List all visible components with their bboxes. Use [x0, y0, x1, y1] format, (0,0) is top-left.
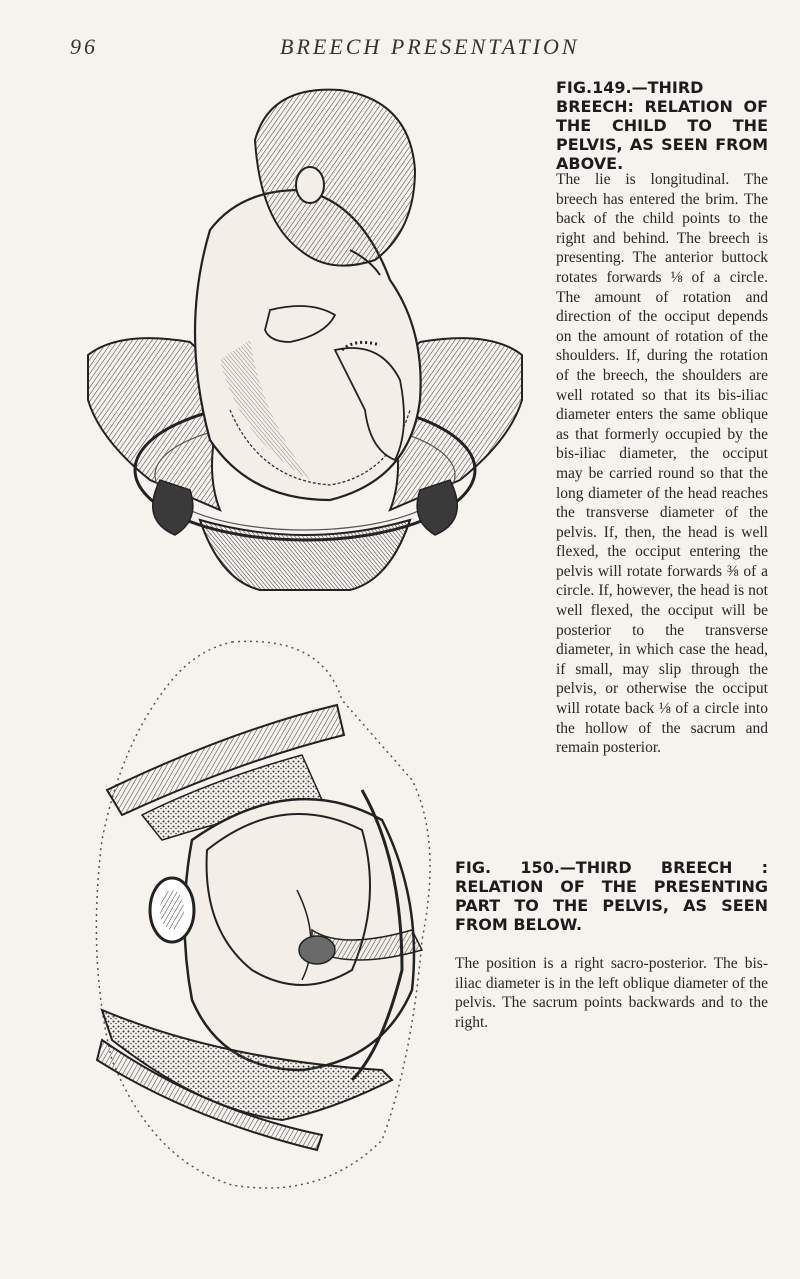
fig149-description: The lie is longitudinal. The breech has entered the brim. The back of the child points to the right and behind. The breech is presenting. The anterior buttock rotates forwards ⅛ of a circle. The amount of rotation and direction of the occiput depends on the amount of rotation of the shoulders. If, during the rotation of the breech, the shoulders are well rotated so that its bis-iliac diameter enters the same oblique as that formerly occupied by the bis-iliac diameter, the occiput may be carried round so that the long diameter of the head reaches the transverse diameter of the pelvis. If, then, the head is well flexed, the occiput entering the pelvis will rotate forwards ⅜ of a circle. If, however, the head is not well flexed, the occiput will be posterior to the transverse diameter, in which case the head, if small, may slip through the pelvis, or otherwise the occiput will rotate back ⅛ of a circle into the hollow of the sacrum and remain posterior. [556, 171, 768, 757]
running-title: BREECH PRESENTATION [280, 34, 580, 59]
fig149-illustration [80, 80, 530, 620]
fig150-description: The position is a right sacro-posterior. The bis-iliac diameter is in the left oblique diameter of the pelvis. The sacrum points backwards and to the right. [455, 955, 768, 1031]
page-number: 96 [70, 34, 98, 59]
fig149-caption: FIG.149.—THIRD BREECH: RELATION OF THE CHILD TO THE PELVIS, AS SEEN FROM ABOVE. [556, 78, 768, 173]
fig150-illustration [82, 640, 447, 1200]
fig150-caption: FIG. 150.—THIRD BREECH : RELATION OF THE PRESENTING PART TO THE PELVIS, AS SEEN FROM BELOW. [455, 858, 768, 934]
